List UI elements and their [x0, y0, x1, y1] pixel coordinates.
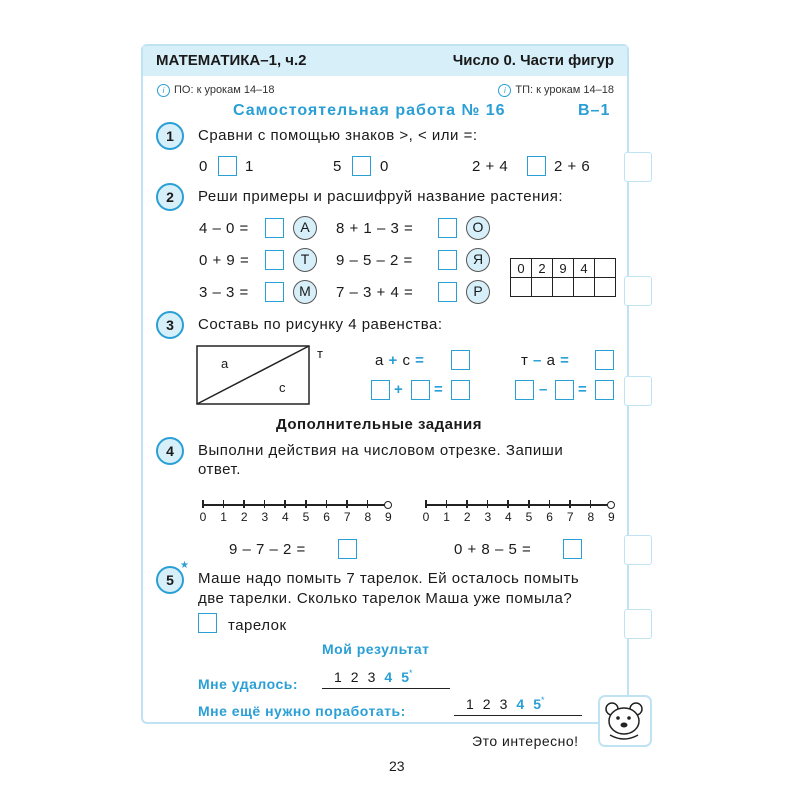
answer-box[interactable]: [411, 380, 430, 400]
compare-left: 2 + 4: [472, 158, 509, 175]
score-scale-2[interactable]: 1 2 3 4 5*: [454, 695, 582, 716]
number-line-label: 3: [484, 510, 492, 524]
answer-box[interactable]: [555, 380, 574, 400]
figure-label-a: а: [221, 356, 229, 371]
unit-label: тарелок: [228, 617, 287, 634]
number-line-label: 6: [323, 510, 330, 524]
result-row1-label: Мне удалось:: [198, 676, 299, 692]
answer-box[interactable]: [451, 350, 470, 370]
result-title: Мой результат: [322, 641, 430, 657]
number-line-tick: [223, 500, 225, 508]
work-title: Самостоятельная работа № 16: [233, 102, 506, 119]
number-line-label: 2: [240, 510, 248, 524]
letter-badge: Т: [293, 248, 317, 272]
compare-right: 2 + 6: [554, 158, 591, 175]
example: 0 + 9 =: [199, 252, 250, 269]
answer-box[interactable]: [438, 250, 457, 270]
interesting-note: Это интересно!: [472, 733, 579, 749]
grid-answer-cell[interactable]: [595, 278, 616, 297]
equals-sign: =: [434, 381, 444, 398]
extra-title: Дополнительные задания: [276, 416, 483, 433]
number-line-tick: [305, 500, 307, 508]
compare-right: 0: [380, 158, 389, 175]
answer-box[interactable]: [218, 156, 237, 176]
number-line-tick: [284, 500, 286, 508]
answer-box[interactable]: [438, 282, 457, 302]
number-line-label: 7: [343, 510, 351, 524]
compare-left: 0: [199, 158, 208, 175]
number-line-tick: [487, 500, 489, 508]
task4-text-cont: ответ.: [198, 461, 241, 478]
number-line-label: 5: [302, 510, 310, 524]
cipher-grid: [510, 258, 616, 297]
side-tab: [624, 609, 652, 639]
answer-box[interactable]: [198, 613, 217, 633]
answer-box[interactable]: [451, 380, 470, 400]
number-line-tick: [367, 500, 369, 508]
number-line-label: 8: [364, 510, 372, 524]
equation-2: т – а =: [521, 352, 570, 369]
grid-answer-cell[interactable]: [574, 278, 595, 297]
answer-box[interactable]: [265, 282, 284, 302]
number-line-label: 1: [220, 510, 227, 524]
number-line-tick: [446, 500, 448, 508]
answer-box[interactable]: [338, 539, 357, 559]
side-tab: [624, 276, 652, 306]
number-line-tick: [264, 500, 266, 508]
task1-text: Сравни с помощью знаков >, < или =:: [198, 127, 478, 144]
task4-text: Выполни действия на числовом отрезке. Запиши: [198, 442, 564, 459]
letter-badge: М: [293, 280, 317, 304]
equals-sign: =: [578, 381, 588, 398]
number-line-axis: [425, 504, 610, 506]
example: 7 – 3 + 4 =: [336, 284, 414, 301]
number-line-tick: [549, 500, 551, 508]
bear-mascot-icon: [598, 695, 652, 747]
sub-right: i ТП: к урокам 14–18: [498, 84, 614, 97]
answer-box[interactable]: [438, 218, 457, 238]
number-line-tick: [507, 500, 509, 508]
number-line-label: 4: [282, 510, 289, 524]
info-icon: i: [498, 84, 511, 97]
number-line-tick: [326, 500, 328, 508]
number-line-label: 7: [566, 510, 574, 524]
grid-cell: 2: [532, 259, 553, 278]
side-tab: [624, 376, 652, 406]
number-line-tick: [528, 500, 530, 508]
grid-answer-cell[interactable]: [553, 278, 574, 297]
number-line-tick: [346, 500, 348, 508]
example: 8 + 1 – 3 =: [336, 220, 414, 237]
task5-text: Маше надо помыть 7 тарелок. Ей осталось помыть: [198, 570, 580, 587]
number-line-tick: [425, 500, 427, 508]
letter-badge: Р: [466, 280, 490, 304]
compare-left: 5: [333, 158, 342, 175]
page-number: 23: [389, 758, 405, 774]
number-line-label: 6: [546, 510, 553, 524]
answer-box[interactable]: [515, 380, 534, 400]
task5-text-cont: две тарелки. Сколько тарелок Маша уже помыла?: [198, 590, 573, 607]
figure-label-t: т: [317, 346, 323, 361]
number-line-label: 9: [608, 510, 615, 524]
compare-right: 1: [245, 158, 254, 175]
answer-box[interactable]: [595, 380, 614, 400]
variant-label: В–1: [578, 102, 611, 119]
grid-cell: 4: [574, 259, 595, 278]
grid-cell: 0: [511, 259, 532, 278]
rectangle-figure: [196, 345, 316, 407]
grid-answer-cell[interactable]: [511, 278, 532, 297]
answer-box[interactable]: [563, 539, 582, 559]
info-icon: i: [157, 84, 170, 97]
answer-box[interactable]: [527, 156, 546, 176]
star-icon: ★: [180, 560, 189, 571]
number-line-label: 9: [385, 510, 392, 524]
side-tab: [624, 152, 652, 182]
number-line-label: 8: [587, 510, 595, 524]
number-line-label: 0: [422, 510, 430, 524]
task-number: 2: [156, 183, 184, 211]
grid-cell: [595, 259, 616, 278]
sub-left: i ПО: к урокам 14–18: [157, 84, 274, 97]
task-number: 3: [156, 311, 184, 339]
answer-box[interactable]: [371, 380, 390, 400]
task2-text: Реши примеры и расшифруй название растения:: [198, 188, 564, 205]
task-number: 1: [156, 122, 184, 150]
number-line-tick: [590, 500, 592, 508]
figure-label-c: с: [279, 380, 286, 395]
number-line-tick: [569, 500, 571, 508]
book-title: МАТЕМАТИКА–1, ч.2: [156, 52, 307, 69]
number-line-label: 4: [505, 510, 512, 524]
number-line-label: 5: [525, 510, 533, 524]
topic-title: Число 0. Части фигур: [452, 52, 614, 69]
score-scale-1[interactable]: 1 2 3 4 5*: [322, 668, 450, 689]
grid-cell: 9: [553, 259, 574, 278]
example: 9 – 7 – 2 =: [229, 541, 306, 558]
answer-box[interactable]: [352, 156, 371, 176]
number-line-label: 3: [261, 510, 269, 524]
number-line-tick: [202, 500, 204, 508]
side-tab: [624, 535, 652, 565]
example: 3 – 3 =: [199, 284, 249, 301]
result-row2-label: Мне ещё нужно поработать:: [198, 703, 406, 719]
number-line-label: 1: [443, 510, 450, 524]
example: 9 – 5 – 2 =: [336, 252, 413, 269]
example: 4 – 0 =: [199, 220, 249, 237]
letter-badge: О: [466, 216, 490, 240]
number-line-label: 0: [199, 510, 207, 524]
task-number: 5: [156, 566, 184, 594]
answer-box[interactable]: [265, 250, 284, 270]
equation-1: а + с =: [375, 352, 425, 369]
grid-answer-cell[interactable]: [532, 278, 553, 297]
minus-sign: –: [539, 381, 548, 398]
letter-badge: Я: [466, 248, 490, 272]
number-line-tick: [243, 500, 245, 508]
number-line-axis: [202, 504, 387, 506]
plus-sign: +: [394, 381, 404, 398]
example: 0 + 8 – 5 =: [454, 541, 532, 558]
task3-text: Составь по рисунку 4 равенства:: [198, 316, 443, 333]
letter-badge: А: [293, 216, 317, 240]
answer-box[interactable]: [265, 218, 284, 238]
answer-box[interactable]: [595, 350, 614, 370]
number-line-label: 2: [463, 510, 471, 524]
number-line-tick: [466, 500, 468, 508]
task-number: 4: [156, 437, 184, 465]
